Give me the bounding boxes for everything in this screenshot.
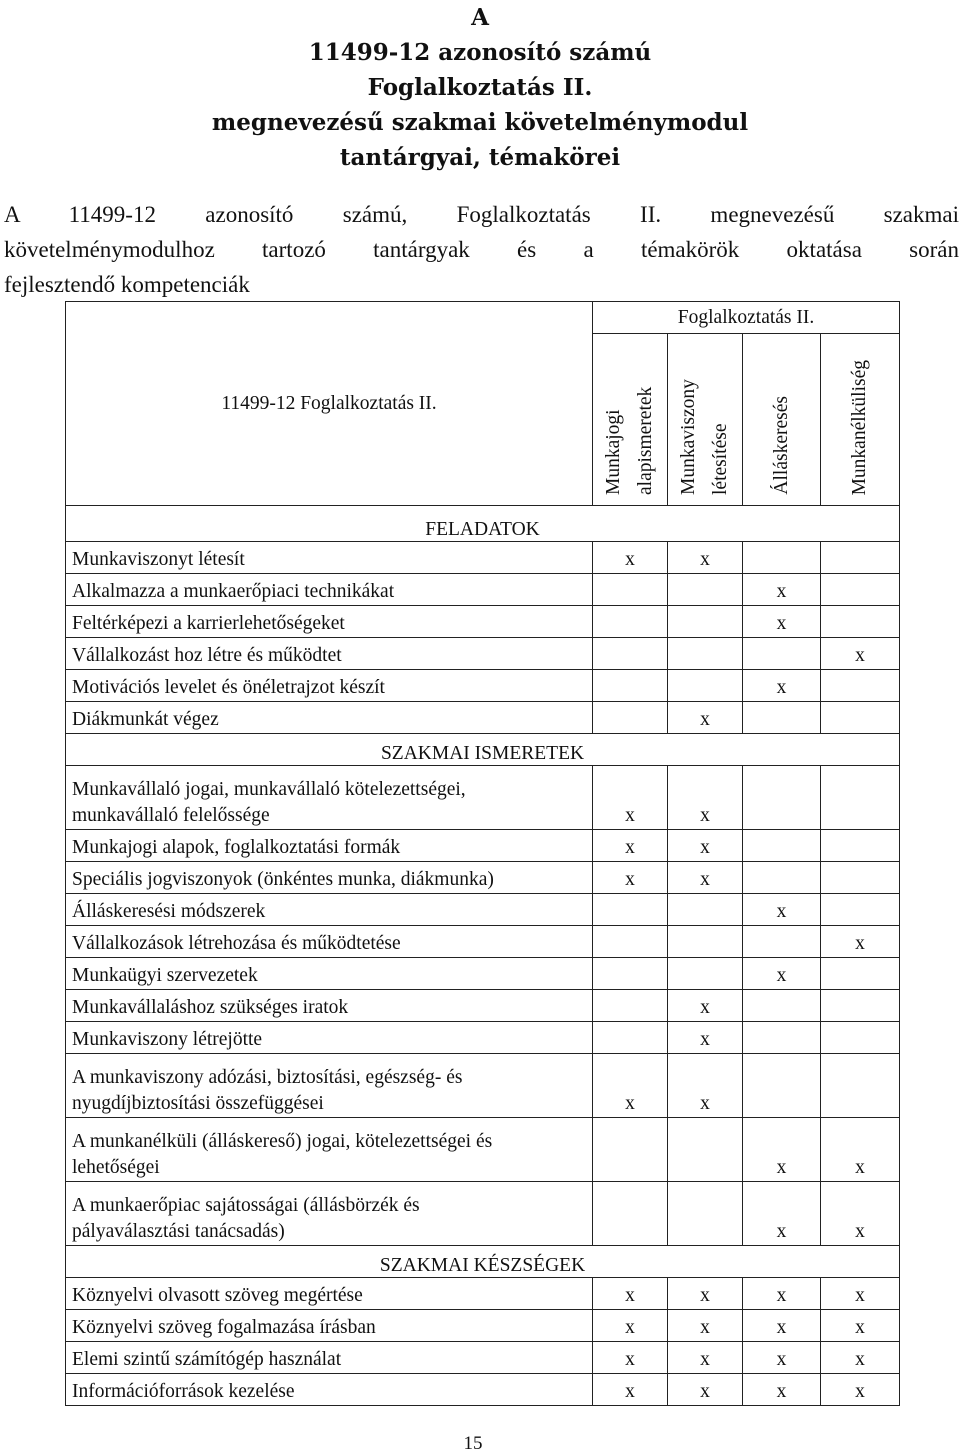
mark-cell: x [743, 958, 821, 990]
mark-cell: x [821, 1342, 900, 1374]
table-row [66, 862, 900, 894]
document-title [0, 0, 960, 175]
row-label: Munkaviszonyt létesít [66, 542, 593, 574]
mark-cell: x [593, 1310, 668, 1342]
table-row [66, 766, 900, 830]
mark-cell: x [668, 1022, 743, 1054]
row-label: Feltérképezi a karrierlehetőségeket [66, 606, 593, 638]
title-line: A [471, 4, 489, 31]
mark-cell: x [743, 1278, 821, 1310]
table-row [66, 1022, 900, 1054]
mark-cell: x [593, 862, 668, 894]
topic-header [743, 334, 821, 506]
table-row [66, 1118, 900, 1182]
table-row [66, 958, 900, 990]
row-label: A munkaviszony adózási, biztosítási, egészség- és nyugdíjbiztosítási összefüggései [66, 1054, 593, 1118]
mark-cell [593, 926, 668, 958]
subject-header [593, 302, 900, 334]
title-line: tantárgyai, témakörei [339, 144, 621, 171]
table-row [66, 1310, 900, 1342]
table-row [66, 1054, 900, 1118]
table-row [66, 574, 900, 606]
mark-cell [821, 574, 900, 606]
mark-cell [743, 702, 821, 734]
mark-cell [593, 958, 668, 990]
mark-cell: x [821, 1118, 900, 1182]
mark-cell [821, 606, 900, 638]
topic-header [593, 334, 668, 506]
mark-cell [743, 542, 821, 574]
row-label: Munkaügyi szervezetek [66, 958, 593, 990]
row-label: Motivációs levelet és önéletrajzot készít [66, 670, 593, 702]
row-label: Speciális jogviszonyok (önkéntes munka, diákmunka) [66, 862, 593, 894]
mark-cell: x [593, 766, 668, 830]
mark-cell [668, 574, 743, 606]
mark-cell [821, 766, 900, 830]
mark-cell [668, 958, 743, 990]
title-line: megnevezésű szakmai követelménymodul [211, 109, 749, 136]
mark-cell: x [668, 542, 743, 574]
mark-cell: x [593, 1054, 668, 1118]
mark-cell [593, 990, 668, 1022]
mark-cell [821, 1022, 900, 1054]
mark-cell [668, 638, 743, 670]
mark-cell [668, 670, 743, 702]
mark-cell [743, 862, 821, 894]
mark-cell: x [743, 1310, 821, 1342]
topic-label: Munkanélküliség [849, 359, 871, 495]
mark-cell: x [668, 1374, 743, 1406]
mark-cell [821, 670, 900, 702]
table-row [66, 702, 900, 734]
mark-cell: x [593, 830, 668, 862]
table-row [66, 670, 900, 702]
row-label: Álláskeresési módszerek [66, 894, 593, 926]
mark-cell [593, 670, 668, 702]
mark-cell [593, 702, 668, 734]
mark-cell: x [821, 1182, 900, 1246]
table-row [66, 894, 900, 926]
mark-cell [593, 606, 668, 638]
intro-line: fejlesztendő kompetenciák [4, 272, 250, 297]
mark-cell [821, 862, 900, 894]
row-label: Köznyelvi szöveg fogalmazása írásban [66, 1310, 593, 1342]
mark-cell: x [821, 926, 900, 958]
competency-table [65, 301, 900, 1406]
mark-cell: x [743, 1118, 821, 1182]
table-row [66, 1278, 900, 1310]
mark-cell: x [821, 638, 900, 670]
table-row [66, 638, 900, 670]
mark-cell [593, 1022, 668, 1054]
row-label: A munkanélküli (álláskereső) jogai, kötelezettségei és lehetőségei [66, 1118, 593, 1182]
mark-cell: x [821, 1310, 900, 1342]
row-label: Munkaviszony létrejötte [66, 1022, 593, 1054]
mark-cell [668, 926, 743, 958]
module-label-cell [66, 302, 593, 506]
mark-cell: x [593, 1342, 668, 1374]
table-row [66, 1182, 900, 1246]
mark-cell [593, 574, 668, 606]
subject-label: Foglalkoztatás II. [677, 306, 815, 328]
mark-cell: x [668, 1278, 743, 1310]
table-row [66, 542, 900, 574]
mark-cell [743, 830, 821, 862]
section-header: FELADATOK [66, 506, 900, 542]
mark-cell: x [743, 1374, 821, 1406]
row-label: Munkavállaláshoz szükséges iratok [66, 990, 593, 1022]
row-label: Elemi szintű számítógép használat [66, 1342, 593, 1374]
mark-cell: x [593, 1374, 668, 1406]
mark-cell: x [743, 574, 821, 606]
mark-cell [821, 702, 900, 734]
table-row [66, 1342, 900, 1374]
mark-cell: x [668, 766, 743, 830]
row-label: Vállalkozások létrehozása és működtetése [66, 926, 593, 958]
title-line: Foglalkoztatás II. [367, 74, 593, 101]
mark-cell [821, 958, 900, 990]
module-label: 11499-12 Foglalkoztatás II. [221, 392, 437, 414]
mark-cell [743, 990, 821, 1022]
mark-cell [743, 766, 821, 830]
title-line: 11499-12 azonosító számú [308, 39, 652, 66]
topic-label: Munkaviszony létesítése [678, 379, 731, 495]
mark-cell: x [743, 670, 821, 702]
row-label: Köznyelvi olvasott szöveg megértése [66, 1278, 593, 1310]
intro-line: A 11499-12 azonosító számú, Foglalkoztatás II. megnevezésű szakmai [4, 202, 959, 227]
mark-cell: x [668, 990, 743, 1022]
mark-cell [743, 638, 821, 670]
mark-cell [593, 894, 668, 926]
mark-cell: x [743, 894, 821, 926]
mark-cell [821, 1054, 900, 1118]
mark-cell: x [821, 1374, 900, 1406]
mark-cell [821, 990, 900, 1022]
mark-cell [743, 926, 821, 958]
row-label: Munkavállaló jogai, munkavállaló kötelezettségei, munkavállaló felelőssége [66, 766, 593, 830]
mark-cell: x [668, 1310, 743, 1342]
mark-cell [593, 1118, 668, 1182]
mark-cell [743, 1054, 821, 1118]
section-header: SZAKMAI ISMERETEK [66, 734, 900, 766]
section-header: SZAKMAI KÉSZSÉGEK [66, 1246, 900, 1278]
mark-cell: x [593, 1278, 668, 1310]
mark-cell: x [668, 830, 743, 862]
topic-header [821, 334, 900, 506]
topic-label: Munkajogi alapismeretek [603, 386, 656, 495]
mark-cell: x [821, 1278, 900, 1310]
mark-cell [668, 1118, 743, 1182]
intro-line: követelménymodulhoz tartozó tantárgyak és a témakörök oktatása során [4, 237, 959, 262]
row-label: A munkaerőpiac sajátosságai (állásbörzék és pályaválasztási tanácsadás) [66, 1182, 593, 1246]
mark-cell: x [593, 542, 668, 574]
page-number: 15 [463, 1433, 483, 1454]
mark-cell [821, 542, 900, 574]
table-row [66, 830, 900, 862]
row-label: Vállalkozást hoz létre és működtet [66, 638, 593, 670]
row-label: Munkajogi alapok, foglalkoztatási formák [66, 830, 593, 862]
mark-cell: x [743, 1182, 821, 1246]
mark-cell [668, 1182, 743, 1246]
mark-cell [821, 894, 900, 926]
mark-cell: x [668, 1054, 743, 1118]
row-label: Diákmunkát végez [66, 702, 593, 734]
table-row [66, 926, 900, 958]
table-row [66, 1374, 900, 1406]
row-label: Információforrások kezelése [66, 1374, 593, 1406]
table-row [66, 606, 900, 638]
mark-cell [593, 638, 668, 670]
mark-cell: x [743, 1342, 821, 1374]
intro-paragraph [4, 197, 959, 302]
mark-cell [668, 606, 743, 638]
table-row [66, 990, 900, 1022]
mark-cell: x [743, 606, 821, 638]
mark-cell [593, 1182, 668, 1246]
mark-cell [668, 894, 743, 926]
mark-cell: x [668, 702, 743, 734]
topic-header [668, 334, 743, 506]
mark-cell [743, 1022, 821, 1054]
mark-cell [821, 830, 900, 862]
mark-cell: x [668, 1342, 743, 1374]
row-label: Alkalmazza a munkaerőpiaci technikákat [66, 574, 593, 606]
topic-label: Álláskeresés [770, 396, 792, 495]
mark-cell: x [668, 862, 743, 894]
